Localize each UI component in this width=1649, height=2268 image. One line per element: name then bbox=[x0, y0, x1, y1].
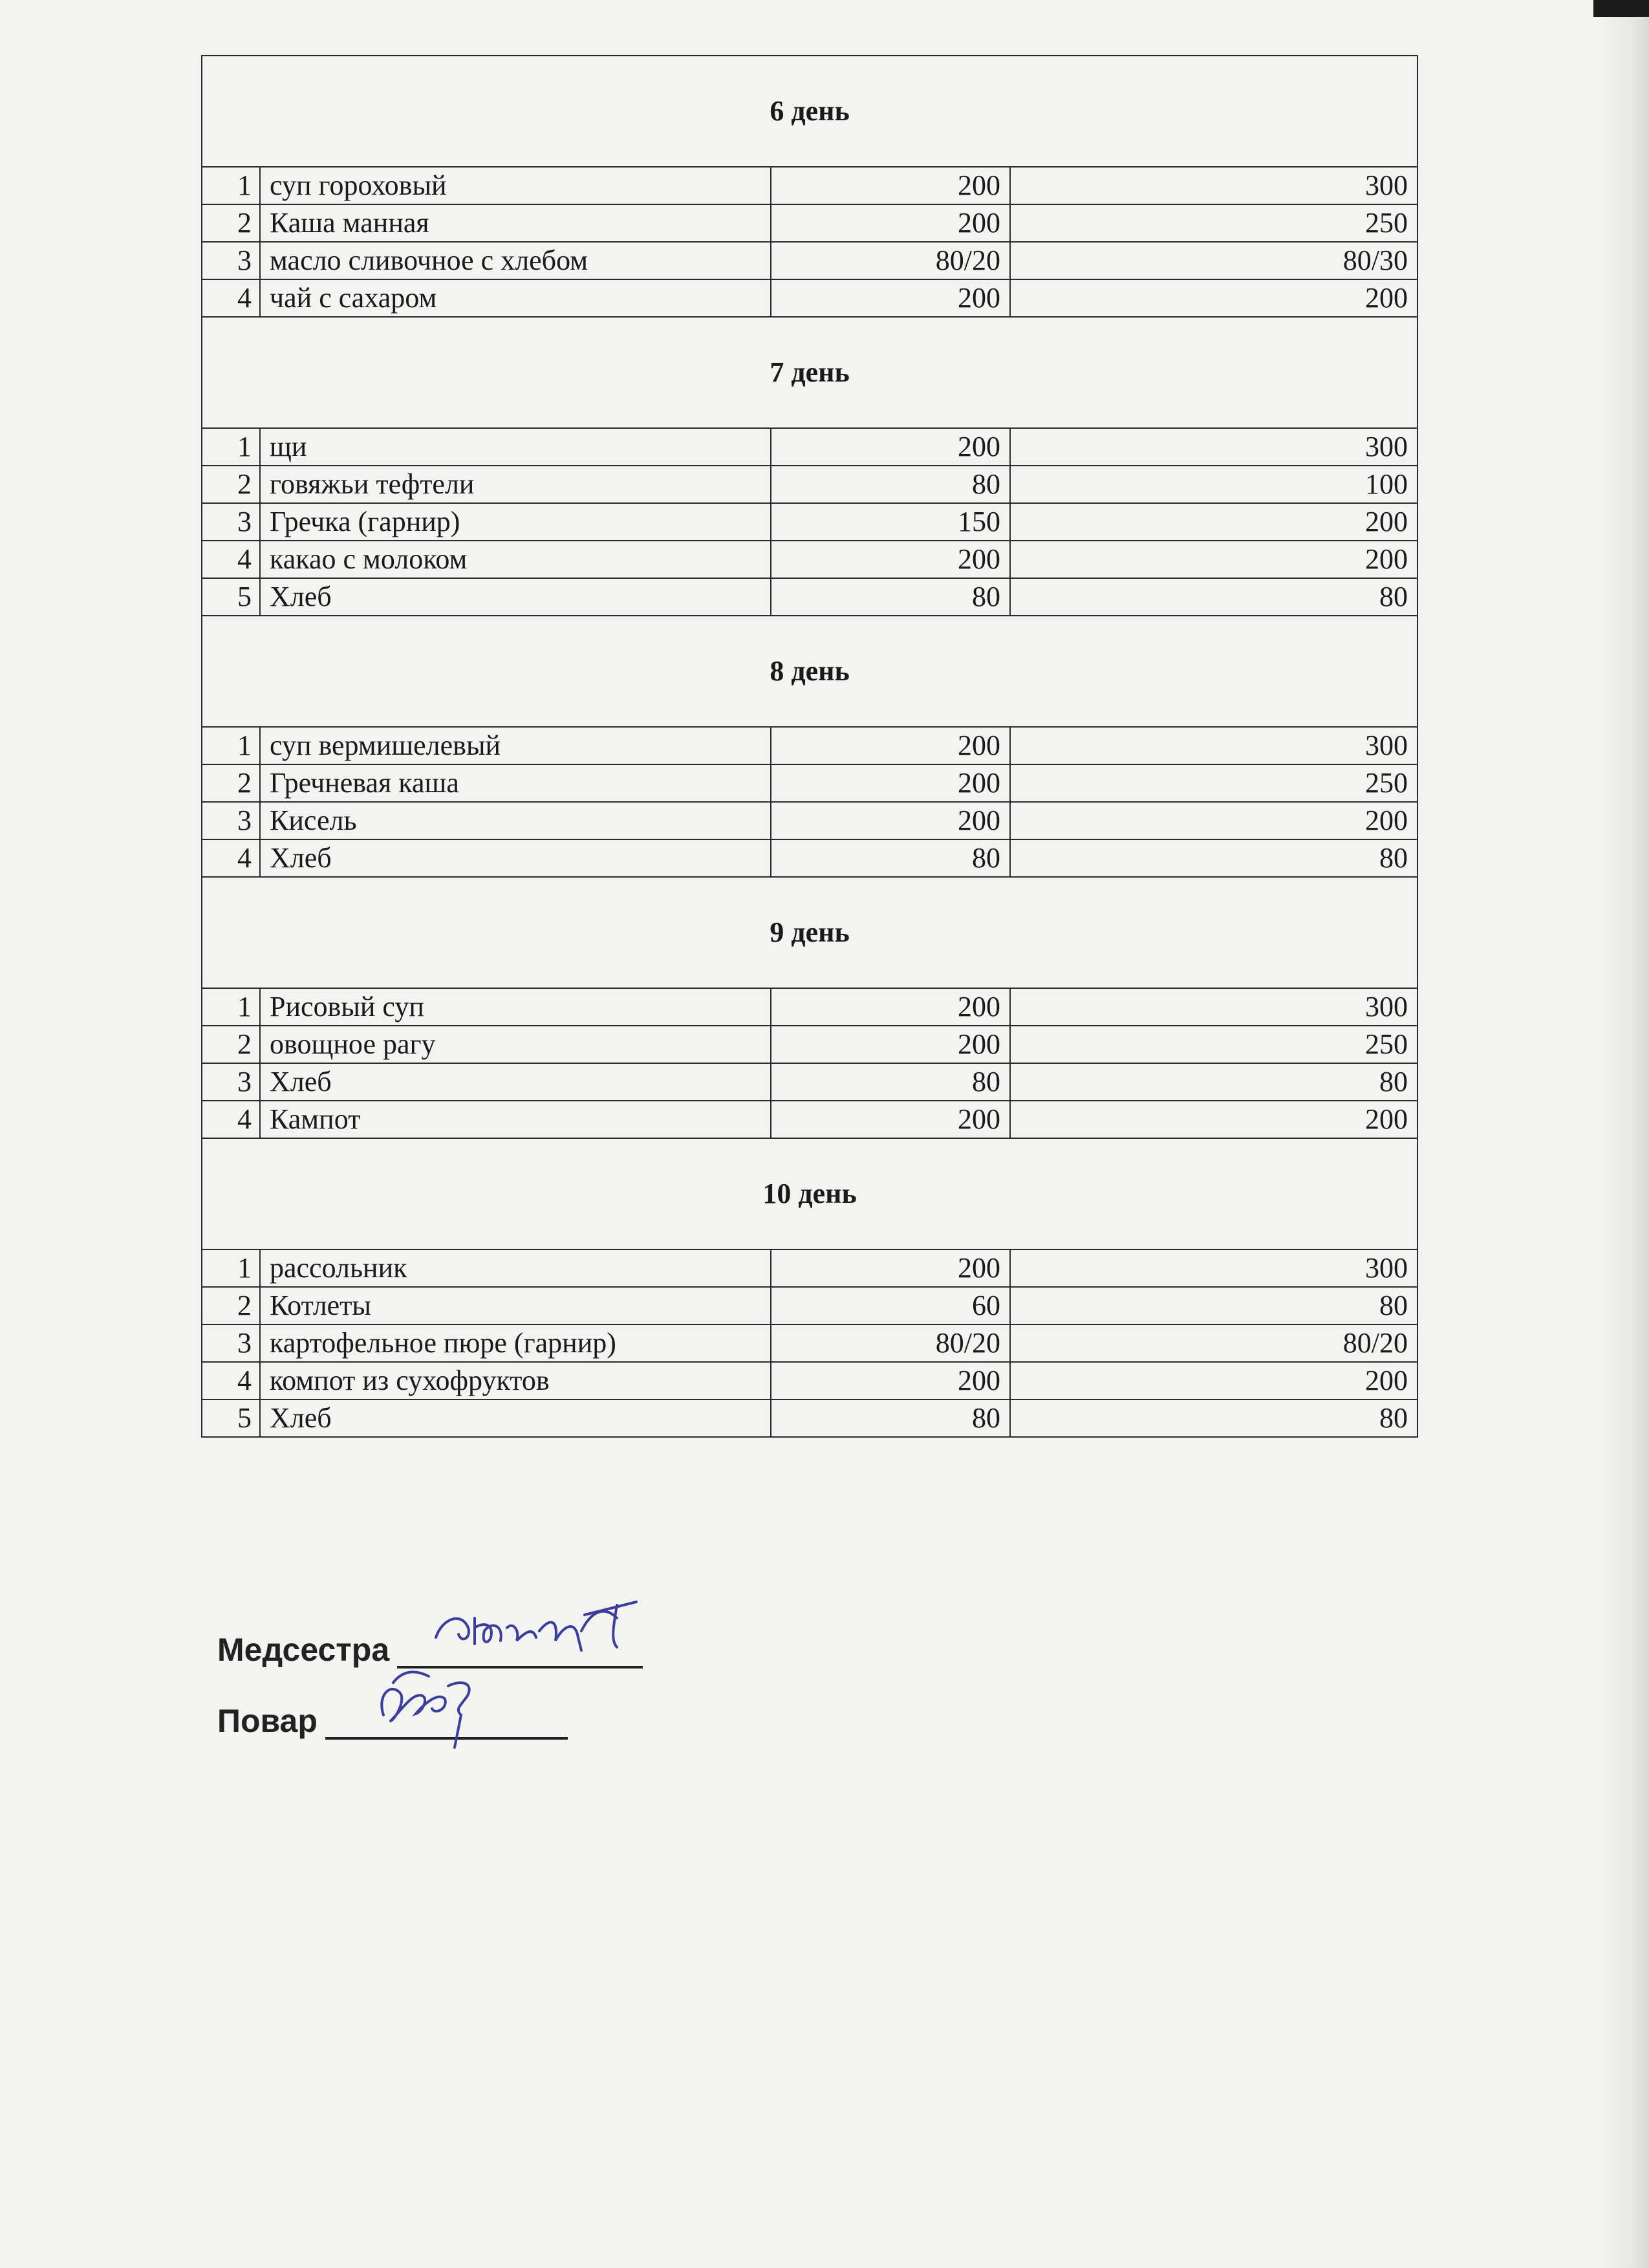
cook-signature-handwriting bbox=[364, 1657, 506, 1754]
portion-small: 200 bbox=[771, 279, 1010, 317]
table-row bbox=[202, 1063, 1417, 1101]
nurse-signature-handwriting bbox=[423, 1592, 695, 1663]
portion-small: 80 bbox=[771, 839, 1010, 877]
portion-large: 200 bbox=[1010, 279, 1417, 317]
table-row bbox=[202, 839, 1417, 877]
dish-name: картофельное пюре (гарнир) bbox=[260, 1324, 771, 1362]
table-row bbox=[202, 1324, 1417, 1362]
portion-large: 200 bbox=[1010, 802, 1417, 839]
table-row bbox=[202, 1249, 1417, 1287]
table-row bbox=[202, 1287, 1417, 1324]
dish-name: суп вермишелевый bbox=[260, 727, 771, 764]
portion-small: 80 bbox=[771, 1399, 1010, 1437]
item-number: 1 bbox=[202, 1249, 260, 1287]
day-header-row bbox=[202, 56, 1417, 167]
table-row bbox=[202, 802, 1417, 839]
table-row bbox=[202, 167, 1417, 204]
portion-small: 200 bbox=[771, 428, 1010, 466]
day-title: 8 день bbox=[202, 616, 1417, 727]
portion-large: 300 bbox=[1010, 1249, 1417, 1287]
item-number: 3 bbox=[202, 503, 260, 541]
menu-table-body bbox=[202, 56, 1417, 1437]
item-number: 1 bbox=[202, 727, 260, 764]
dish-name: щи bbox=[260, 428, 771, 466]
item-number: 4 bbox=[202, 279, 260, 317]
table-row bbox=[202, 541, 1417, 578]
dish-name: рассольник bbox=[260, 1249, 771, 1287]
portion-large: 80 bbox=[1010, 1063, 1417, 1101]
portion-large: 200 bbox=[1010, 1101, 1417, 1138]
item-number: 3 bbox=[202, 802, 260, 839]
dish-name: Гречневая каша bbox=[260, 764, 771, 802]
portion-small: 200 bbox=[771, 1026, 1010, 1063]
table-row bbox=[202, 764, 1417, 802]
cook-signature-field bbox=[325, 1709, 568, 1740]
day-title: 9 день bbox=[202, 877, 1417, 988]
portion-small: 150 bbox=[771, 503, 1010, 541]
day-title: 6 день bbox=[202, 56, 1417, 167]
portion-small: 200 bbox=[771, 1101, 1010, 1138]
item-number: 2 bbox=[202, 466, 260, 503]
table-row bbox=[202, 466, 1417, 503]
dish-name: какао с молоком bbox=[260, 541, 771, 578]
portion-small: 200 bbox=[771, 1362, 1010, 1399]
dish-name: Гречка (гарнир) bbox=[260, 503, 771, 541]
cook-signature-line bbox=[217, 1669, 643, 1740]
portion-large: 250 bbox=[1010, 204, 1417, 242]
portion-small: 200 bbox=[771, 1249, 1010, 1287]
dish-name: говяжьи тефтели bbox=[260, 466, 771, 503]
scan-corner-mark bbox=[1593, 0, 1649, 17]
item-number: 1 bbox=[202, 428, 260, 466]
portion-large: 300 bbox=[1010, 167, 1417, 204]
portion-large: 80 bbox=[1010, 578, 1417, 616]
signature-block bbox=[217, 1597, 643, 1740]
dish-name: Кисель bbox=[260, 802, 771, 839]
item-number: 3 bbox=[202, 1324, 260, 1362]
portion-large: 80 bbox=[1010, 1287, 1417, 1324]
portion-small: 80/20 bbox=[771, 242, 1010, 279]
table-row bbox=[202, 279, 1417, 317]
item-number: 4 bbox=[202, 541, 260, 578]
menu-table bbox=[201, 55, 1418, 1438]
portion-large: 80 bbox=[1010, 1399, 1417, 1437]
dish-name: чай с сахаром bbox=[260, 279, 771, 317]
item-number: 4 bbox=[202, 1362, 260, 1399]
item-number: 2 bbox=[202, 764, 260, 802]
dish-name: Хлеб bbox=[260, 1399, 771, 1437]
item-number: 2 bbox=[202, 1026, 260, 1063]
dish-name: Котлеты bbox=[260, 1287, 771, 1324]
item-number: 4 bbox=[202, 1101, 260, 1138]
portion-large: 250 bbox=[1010, 764, 1417, 802]
table-row bbox=[202, 1399, 1417, 1437]
portion-large: 300 bbox=[1010, 428, 1417, 466]
table-row bbox=[202, 204, 1417, 242]
portion-large: 200 bbox=[1010, 503, 1417, 541]
table-row bbox=[202, 503, 1417, 541]
day-header-row bbox=[202, 1138, 1417, 1249]
portion-large: 80 bbox=[1010, 839, 1417, 877]
dish-name: Рисовый суп bbox=[260, 988, 771, 1026]
dish-name: овощное рагу bbox=[260, 1026, 771, 1063]
page-edge-shadow bbox=[1597, 0, 1649, 2268]
portion-small: 80/20 bbox=[771, 1324, 1010, 1362]
portion-small: 200 bbox=[771, 802, 1010, 839]
cook-label: Повар bbox=[217, 1703, 318, 1739]
portion-small: 60 bbox=[771, 1287, 1010, 1324]
portion-large: 200 bbox=[1010, 541, 1417, 578]
item-number: 1 bbox=[202, 988, 260, 1026]
table-row bbox=[202, 1026, 1417, 1063]
table-row bbox=[202, 988, 1417, 1026]
portion-small: 200 bbox=[771, 204, 1010, 242]
dish-name: Каша манная bbox=[260, 204, 771, 242]
dish-name: Кампот bbox=[260, 1101, 771, 1138]
dish-name: Хлеб bbox=[260, 839, 771, 877]
dish-name: суп гороховый bbox=[260, 167, 771, 204]
dish-name: компот из сухофруктов bbox=[260, 1362, 771, 1399]
portion-small: 200 bbox=[771, 764, 1010, 802]
portion-large: 300 bbox=[1010, 727, 1417, 764]
portion-small: 200 bbox=[771, 988, 1010, 1026]
table-row bbox=[202, 428, 1417, 466]
portion-small: 200 bbox=[771, 167, 1010, 204]
dish-name: Хлеб bbox=[260, 1063, 771, 1101]
nurse-label: Медсестра bbox=[217, 1632, 390, 1668]
table-row bbox=[202, 727, 1417, 764]
portion-large: 300 bbox=[1010, 988, 1417, 1026]
table-row bbox=[202, 578, 1417, 616]
item-number: 3 bbox=[202, 242, 260, 279]
item-number: 3 bbox=[202, 1063, 260, 1101]
day-header-row bbox=[202, 877, 1417, 988]
day-header-row bbox=[202, 616, 1417, 727]
table-row bbox=[202, 242, 1417, 279]
item-number: 2 bbox=[202, 1287, 260, 1324]
portion-small: 200 bbox=[771, 541, 1010, 578]
portion-large: 250 bbox=[1010, 1026, 1417, 1063]
item-number: 4 bbox=[202, 839, 260, 877]
portion-large: 100 bbox=[1010, 466, 1417, 503]
portion-large: 80/20 bbox=[1010, 1324, 1417, 1362]
item-number: 5 bbox=[202, 578, 260, 616]
item-number: 1 bbox=[202, 167, 260, 204]
portion-small: 80 bbox=[771, 578, 1010, 616]
dish-name: Хлеб bbox=[260, 578, 771, 616]
day-header-row bbox=[202, 317, 1417, 428]
table-row bbox=[202, 1101, 1417, 1138]
portion-large: 80/30 bbox=[1010, 242, 1417, 279]
item-number: 5 bbox=[202, 1399, 260, 1437]
dish-name: масло сливочное с хлебом bbox=[260, 242, 771, 279]
portion-small: 200 bbox=[771, 727, 1010, 764]
portion-large: 200 bbox=[1010, 1362, 1417, 1399]
portion-small: 80 bbox=[771, 1063, 1010, 1101]
item-number: 2 bbox=[202, 204, 260, 242]
day-title: 10 день bbox=[202, 1138, 1417, 1249]
day-title: 7 день bbox=[202, 317, 1417, 428]
table-row bbox=[202, 1362, 1417, 1399]
portion-small: 80 bbox=[771, 466, 1010, 503]
